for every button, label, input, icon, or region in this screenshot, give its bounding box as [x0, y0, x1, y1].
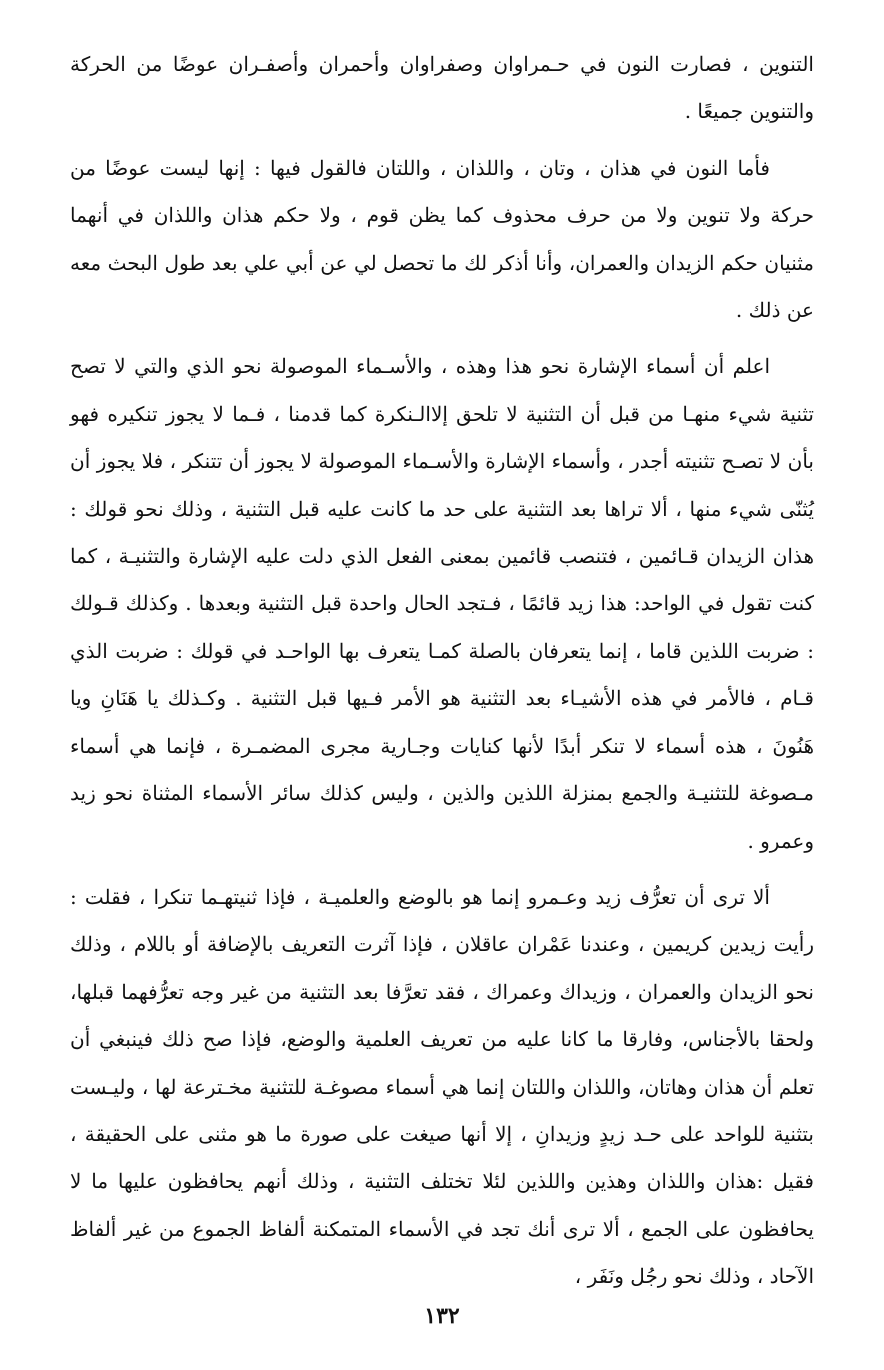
page-number: ١٣٢	[424, 1303, 460, 1329]
paragraph-1: التنوين ، فصارت النون في حـمراوان وصفراوان وأحمران وأصفـران عوضًا من الحركة والتنوين جميعًا .	[70, 52, 814, 124]
paragraph-2: فأما النون في هذان ، وتان ، واللذان ، واللتان فالقول فيها : إنها ليست عوضًا من حركة ولا تنوين ولا من حرف محذوف كما يظن قوم ، ولا حكم هذان واللذان في أنهما مثنيان حكم الزيدان والعمران، وأنا أذكر لك ما تحصل لي عن أبي علي بعد طول البحث معه عن ذلك .	[70, 155, 814, 323]
paragraph-4: ألا ترى أن تعرُّف زيد وعـمرو إنما هو بالوضع والعلميـة ، فإذا ثنيتهـما تنكرا ، فقلت : رأيت زيدين كريمين ، وعندنا عَمْران عاقلان ، فإذا آثرت التعريف بالإضافة أو باللام ، وذلك نحو الزيدان والعمران ، وزيداك وعمراك ، فقد تعرَّفا بعد التثنية من غير وجه تعرُّفهما قبلها، ولحقا بالأجناس، وفارقا ما كانا عليه من تعريف العلمية والوضع، فإذا صح ذلك فينبغي أن تعلم أن هذان وهاتان، واللذان واللتان إنما هي أسماء مصوغـة للتثنية مخـترعة لها ، وليـست بتثنية للواحد على حـد زيدٍ وزيدانِ ، إلا أنها صيغت على صورة ما هو مثنى على الحقيقة ، فقيل :هذان واللذان وهذين واللذين لئلا تختلف التثنية ، وذلك أنهم يحافظون عليها ما لا يحافظون على الجمع ، ألا ترى أنك تجد في الأسماء المتمكنة ألفاظ الجموع من غير ألفاظ الآحاد ، وذلك نحو رجُل ونَفَر ،	[70, 884, 814, 1289]
paragraph-3: اعلم أن أسماء الإشارة نحو هذا وهذه ، والأسـماء الموصولة نحو الذي والتي لا تصح تثنية شيء منهـا من قبل أن التثنية لا تلحق إلاالـنكرة كما قدمنا ، فـما لا يجوز تنكيره فهو بأن لا تصـح تثنيته أجدر ، وأسماء الإشارة والأسـماء الموصولة لا يجوز أن تتنكر ، فلا يجوز أن يُثنّى شيء منها ، ألا تراها بعد التثنية على حد ما كانت عليه قبل التثنية ، وذلك نحو قولك : هذان الزيدان قـائمين ، فتنصب قائمين بمعنى الفعل الذي دلت عليه الإشارة والتثنيـة ، كما كنت تقول في الواحد: هذا زيد قائمًا ، فـتجد الحال واحدة قبل التثنية وبعدها . وكذلك قـولك : ضربت اللذين قاما ، إنما يتعرفان بالصلة كمـا يتعرف بها الواحـد في قولك : ضربت الذي قـام ، فالأمر في هذه الأشيـاء بعد التثنية هو الأمر فـيها قبل التثنية . وكـذلك يا هَنَانِ ويا هَنُونَ ، هذه أسماء لا تنكر أبدًا لأنها كنايات وجـارية مجرى المضمـرة ، فإنما هي أسماء مـصوغة للتثنيـة والجمع بمنزلة اللذين والذين ، وليس كذلك سائر الأسماء المثناة نحو زيد وعمرو .	[70, 354, 814, 853]
body-text	[70, 41, 814, 1301]
